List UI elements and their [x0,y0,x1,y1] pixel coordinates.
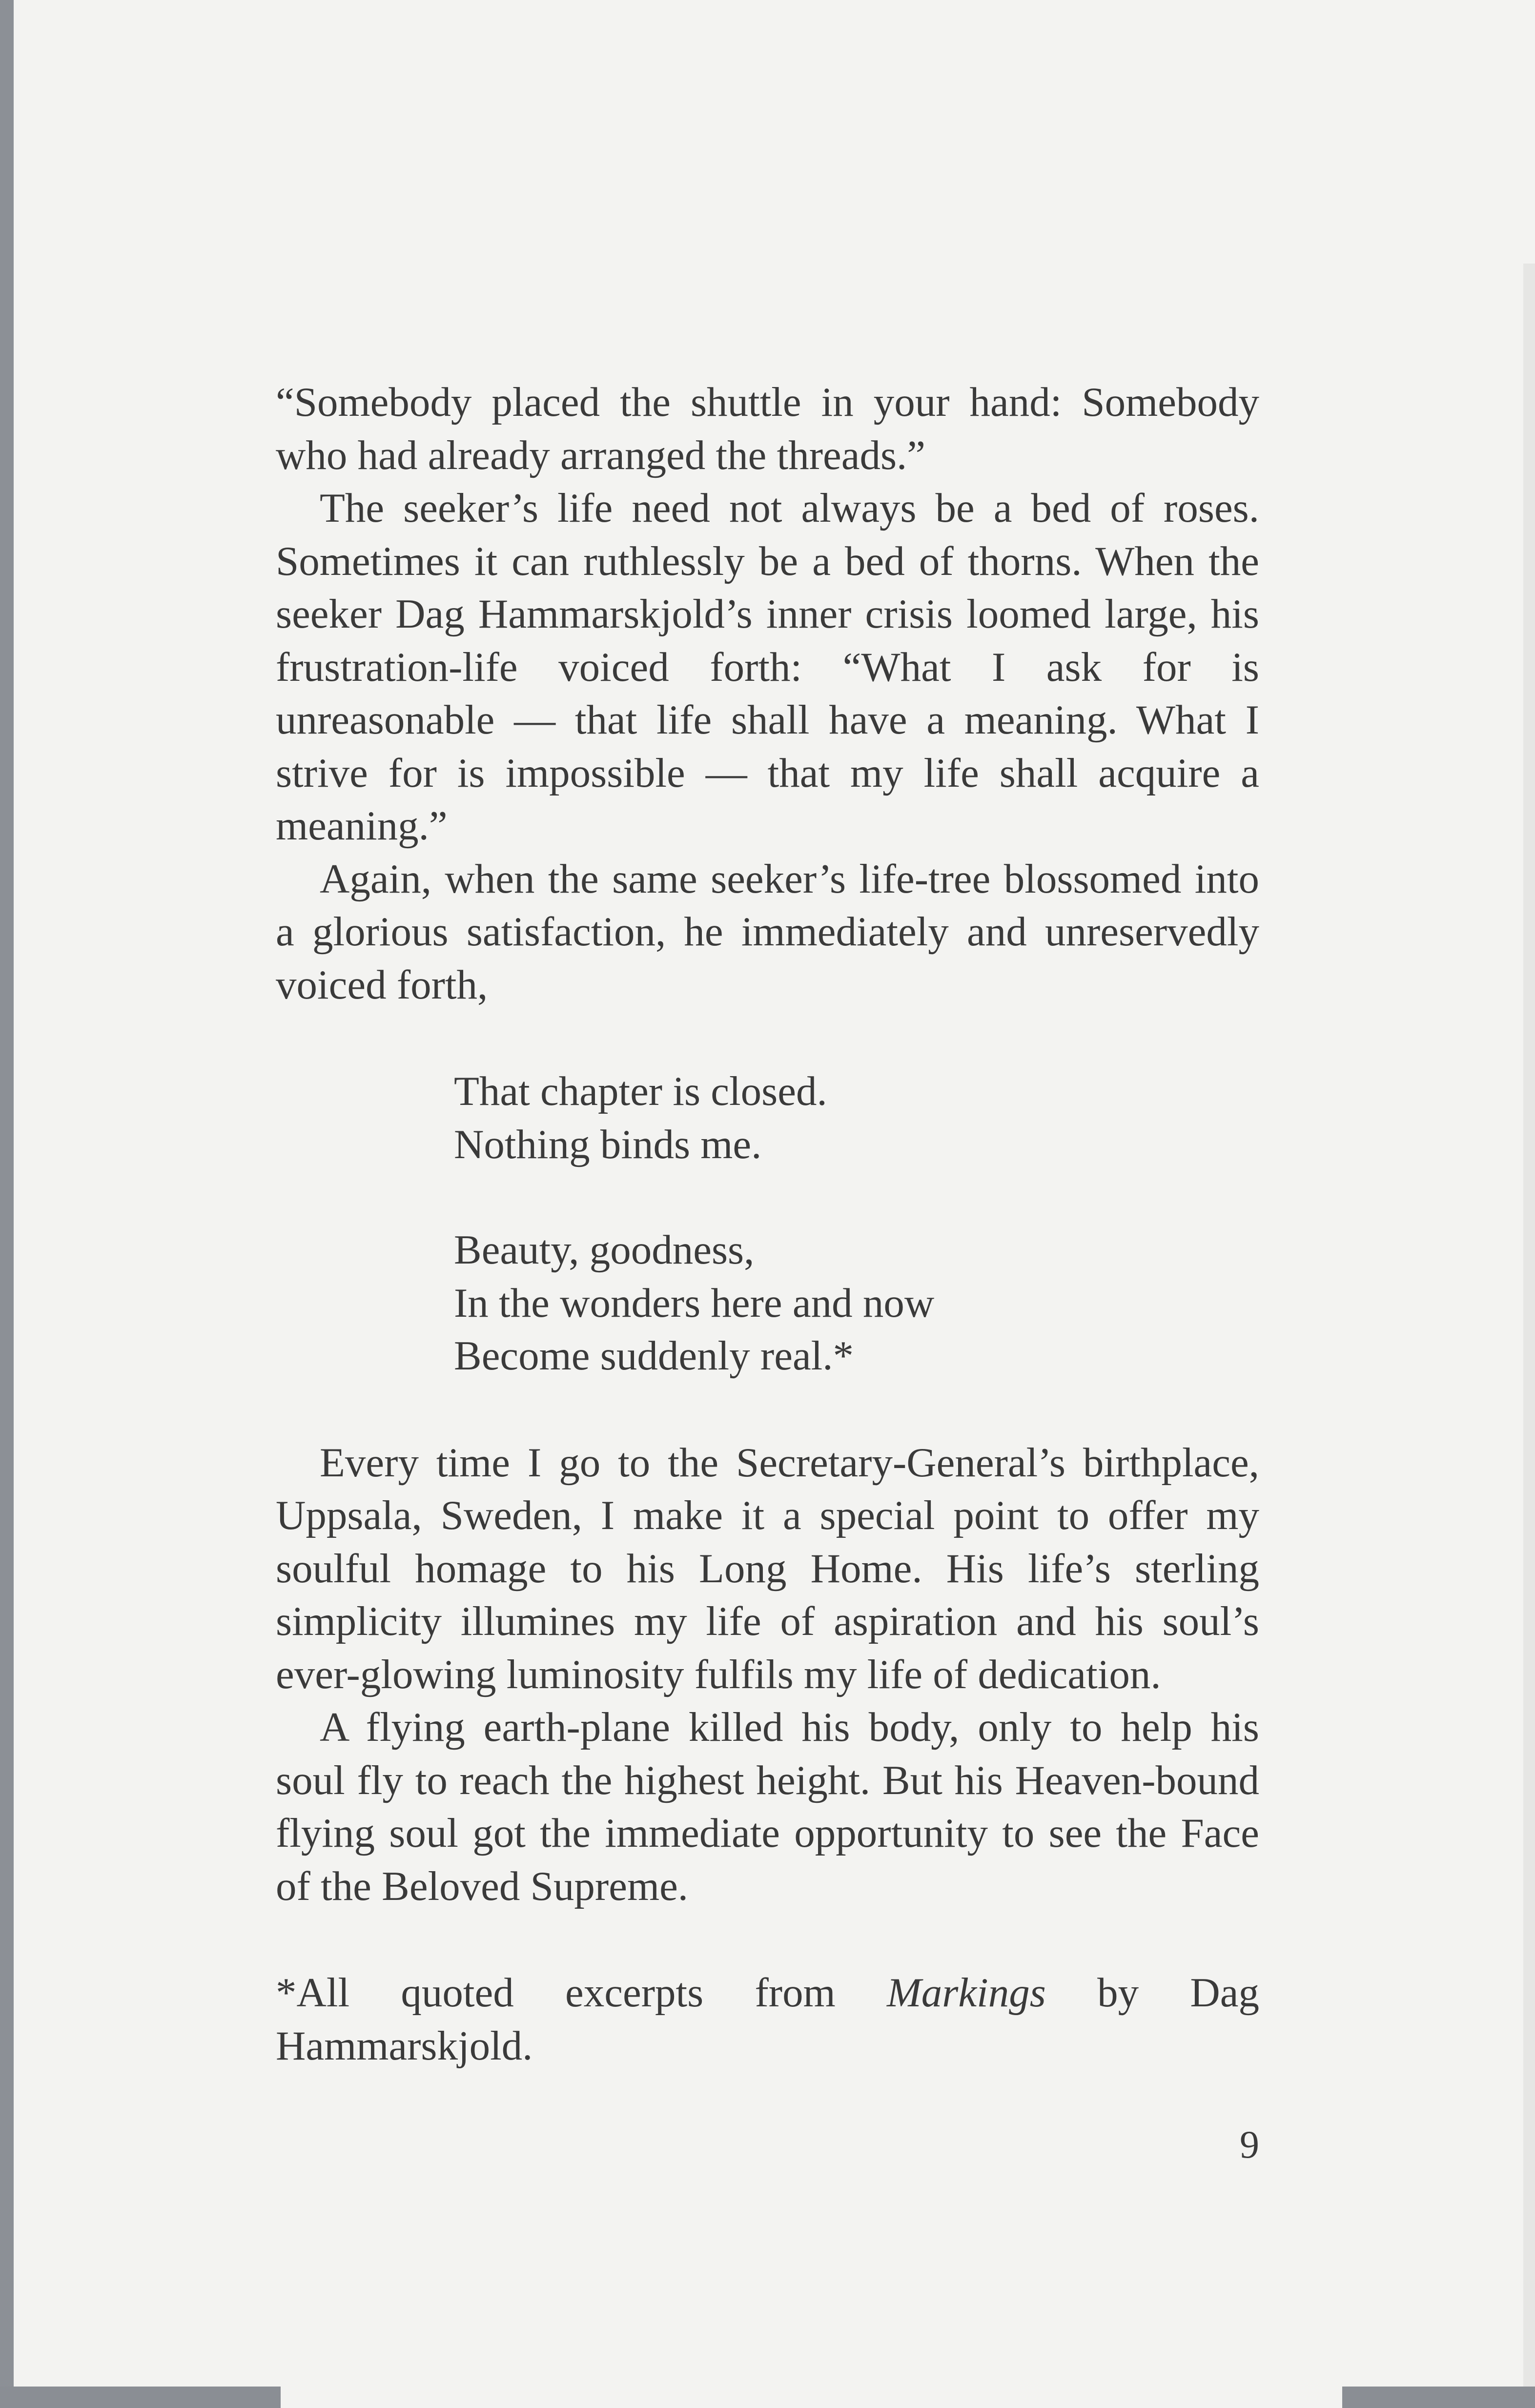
footnote-prefix: *All quoted excerpts from [276,1970,887,2016]
poem-line: In the wonders here and now [454,1280,935,1326]
paragraph-uppsala: Every time I go to the Secretary-General’s birthplace, Uppsala, Sweden, I make it a special point to offer my soulful homage to his Long Home. His life’s sterling simplicity illumines my life of aspiration and his soul’s ever-glowing luminosity fulfils my life of dedication. [276,1439,1259,1697]
paragraph-quote-shuttle: “Somebody placed the shuttle in your hand: Somebody who had already arranged the threads.” [276,379,1259,478]
body-text [276,376,1259,2072]
scan-edge-right [1523,264,1535,2408]
footnote-book-title: Markings [887,1970,1046,2016]
scan-edge-left [0,0,14,2408]
scan-edge-bottom-right [1342,2387,1535,2408]
poem-line: Become suddenly real.* [454,1333,854,1379]
poem-line: That chapter is closed. [454,1068,827,1114]
page-number: 9 [1240,2123,1259,2166]
paragraph-life-tree: Again, when the same seeker’s life-tree blossomed into a glorious satisfaction, he immediately and unreservedly voiced forth, [276,856,1259,1008]
paragraph-flying-soul: A flying earth-plane killed his body, only to help his soul fly to reach the highest height. But his Heaven-bound flying soul got the immediate opportunity to see the Face of the Beloved Supreme. [276,1704,1259,1909]
footnote [276,1966,1259,2072]
paragraph-seeker-life: The seeker’s life need not always be a bed of roses. Sometimes it can ruthlessly be a bed of thorns. When the seeker Dag Hammarskjold’s inner crisis loomed large, his frustration-life voiced forth: “What I ask for is unreasonable — that life shall have a meaning. What I strive for is impossible — that my life shall acquire a meaning.” [276,485,1259,849]
scan-edge-bottom-left [0,2387,281,2408]
poem-line: Beauty, goodness, [454,1227,755,1273]
poem-excerpt [454,1065,1259,1383]
poem-line: Nothing binds me. [454,1121,762,1167]
footnote-suffix: by Dag Hammarskjold. [276,1970,1259,2069]
